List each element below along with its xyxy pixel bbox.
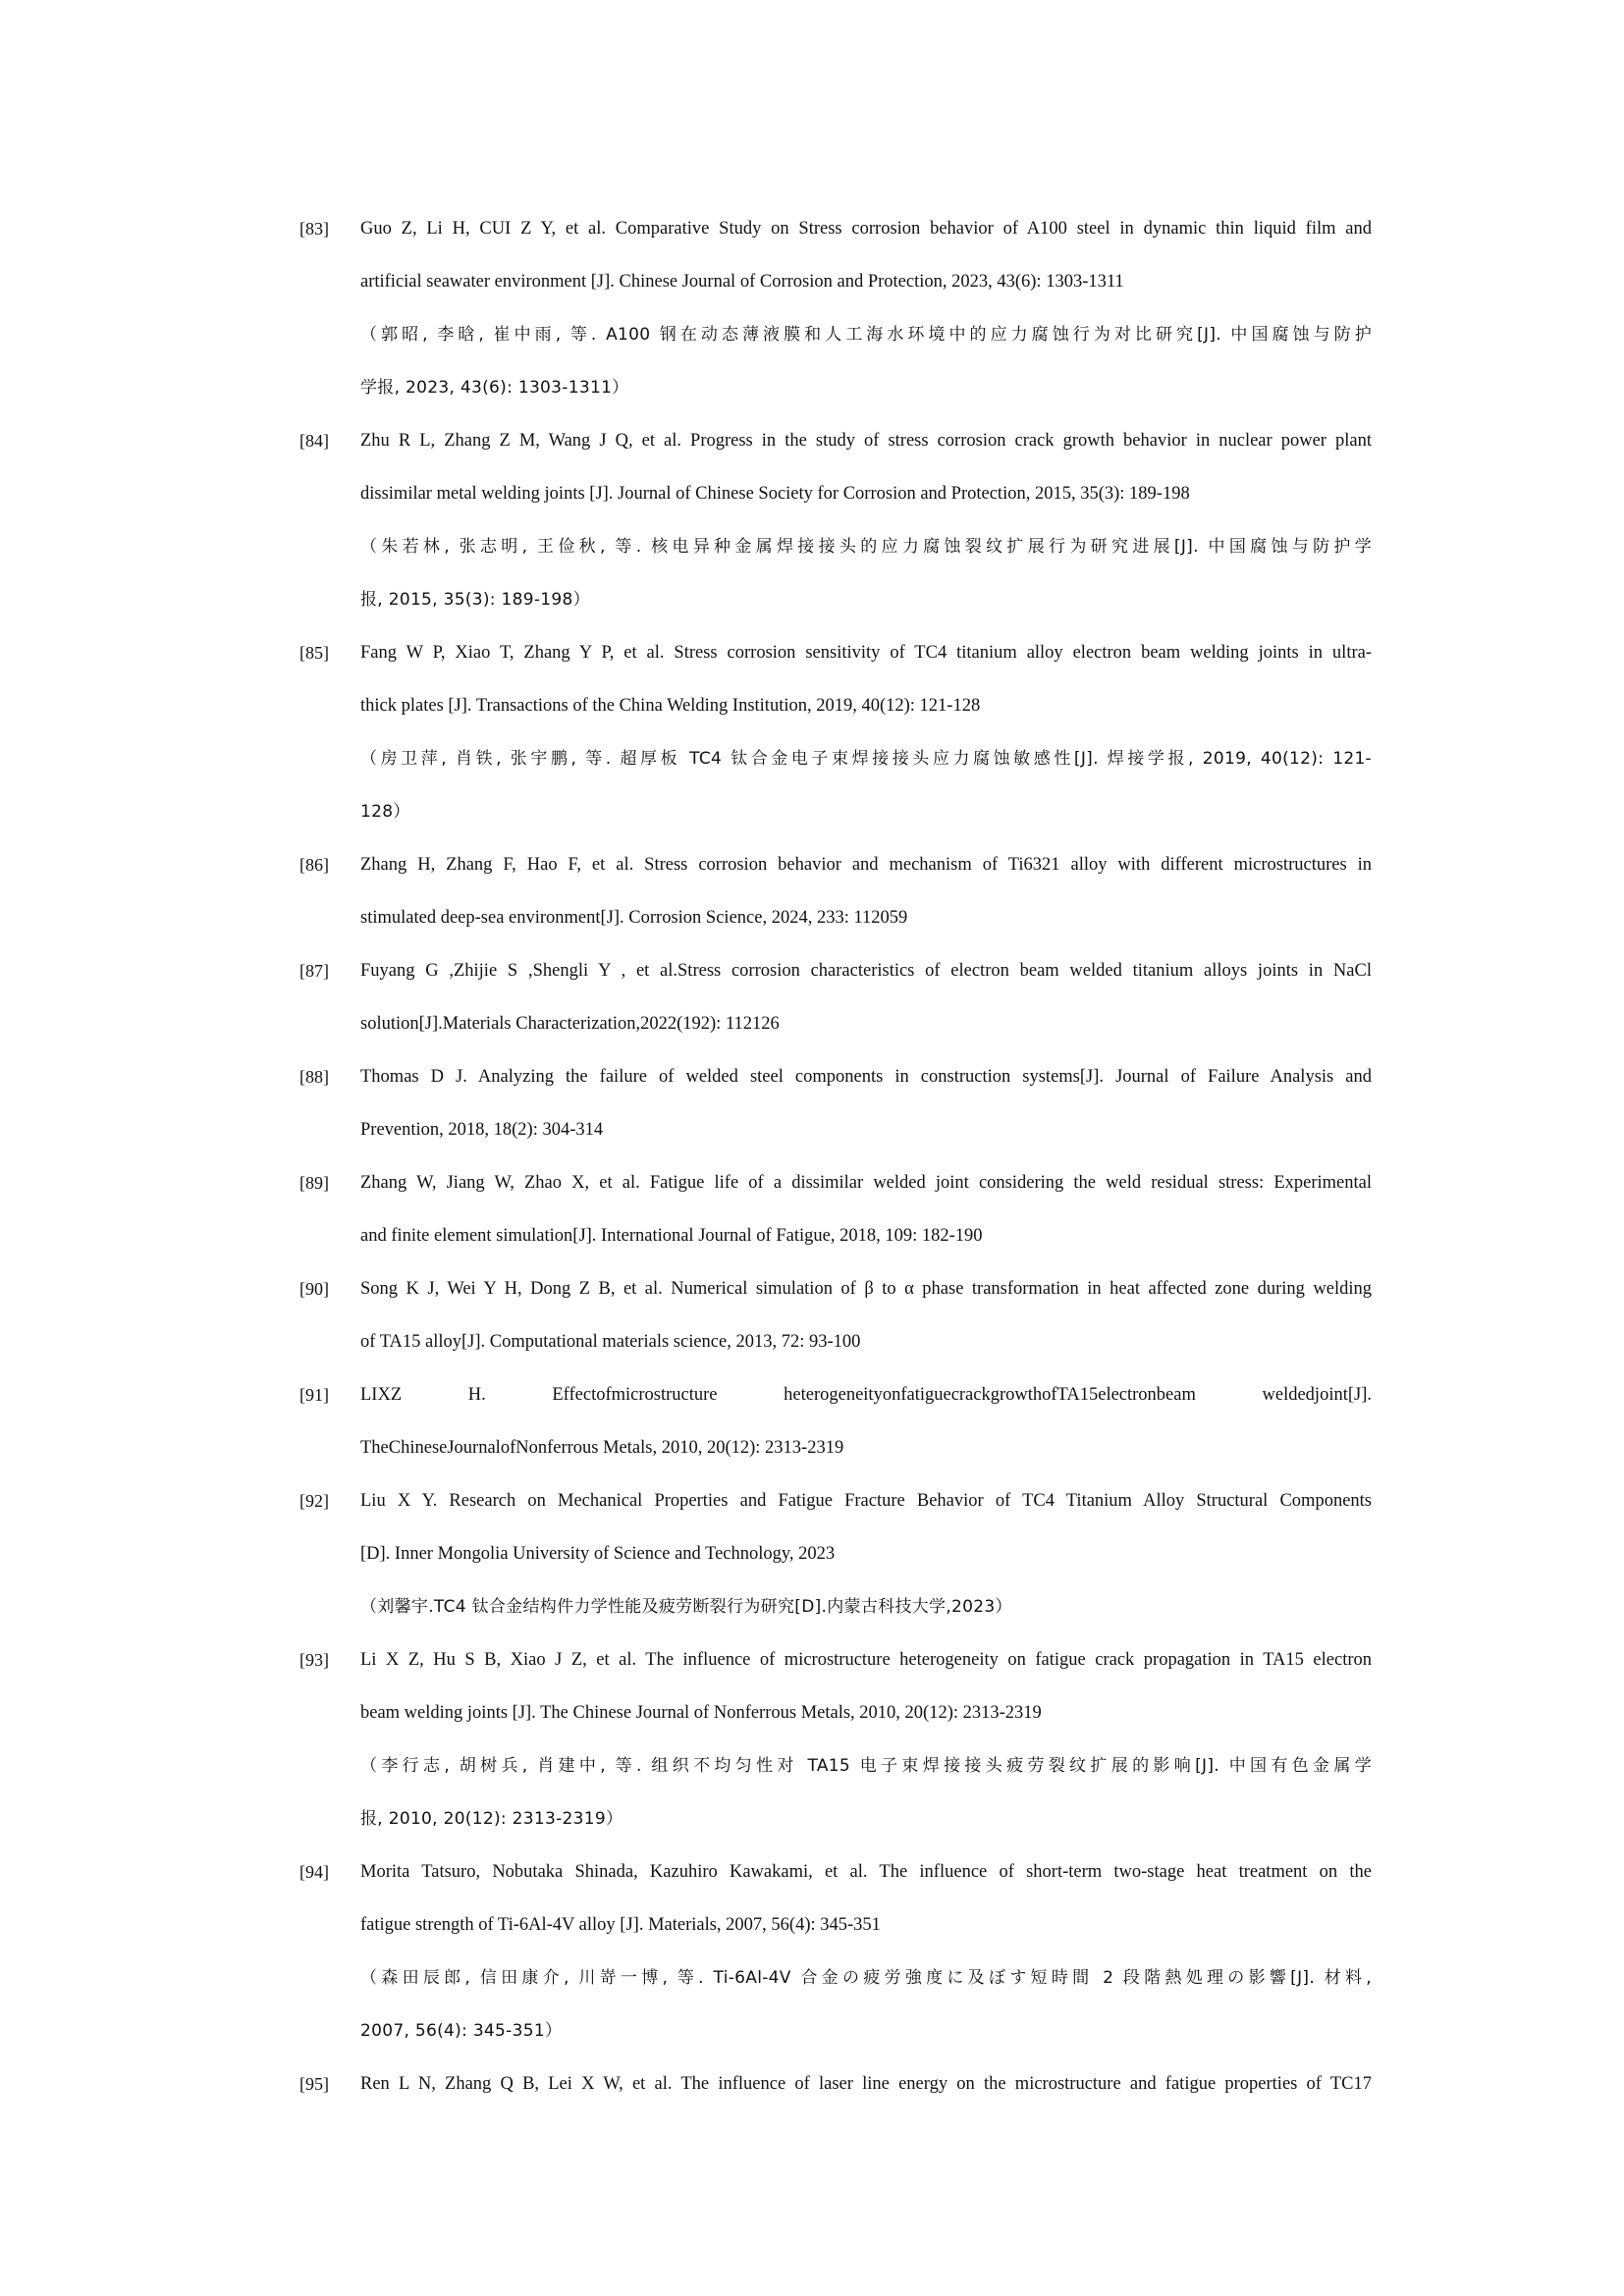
reference-number: [88] <box>299 1067 329 1087</box>
reference-number: [86] <box>299 855 329 875</box>
reference-line-translation: （森田辰郎, 信田康介, 川嵜一博, 等. Ti-6Al-4V 合金の疲労強度に及ぼす短時間 2 段階熱処理の影響[J]. 材料, <box>360 1968 1372 1988</box>
reference-line-translation: 学报, 2023, 43(6): 1303-1311） <box>360 378 629 398</box>
reference-line: Fang W P, Xiao T, Zhang Y P, et al. Stress corrosion sensitivity of TC4 titanium alloy electron beam welding joints in ultra- <box>360 643 1372 663</box>
reference-line: Zhang W, Jiang W, Zhao X, et al. Fatigue life of a dissimilar welded joint considering the weld residual stress: Experimental <box>360 1173 1372 1193</box>
reference-line: of TA15 alloy[J]. Computational materials science, 2013, 72: 93-100 <box>360 1332 861 1352</box>
reference-91 <box>299 1368 1372 1474</box>
reference-line: Ren L N, Zhang Q B, Lei X W, et al. The influence of laser line energy on the microstructure and fatigue properties of TC17 <box>360 2074 1372 2094</box>
reference-90 <box>299 1262 1372 1368</box>
reference-93 <box>299 1633 1372 1845</box>
reference-number: [89] <box>299 1173 329 1193</box>
reference-line: Zhu R L, Zhang Z M, Wang J Q, et al. Progress in the study of stress corrosion crack growth behavior in nuclear power plant <box>360 431 1372 451</box>
reference-number: [93] <box>299 1650 329 1670</box>
reference-line: stimulated deep-sea environment[J]. Corrosion Science, 2024, 233: 112059 <box>360 908 908 928</box>
reference-number: [83] <box>299 219 329 239</box>
reference-line: [D]. Inner Mongolia University of Science and Technology, 2023 <box>360 1544 836 1564</box>
reference-number: [92] <box>299 1491 329 1511</box>
reference-88 <box>299 1050 1372 1156</box>
reference-line-translation: （郭昭, 李晗, 崔中雨, 等. A100 钢在动态薄液膜和人工海水环境中的应力腐蚀行为对比研究[J]. 中国腐蚀与防护 <box>360 325 1372 345</box>
reference-92 <box>299 1474 1372 1633</box>
reference-line-translation: 报, 2015, 35(3): 189-198） <box>360 590 590 610</box>
reference-84 <box>299 414 1372 626</box>
reference-line: Liu X Y. Research on Mechanical Properties and Fatigue Fracture Behavior of TC4 Titanium Alloy Structural Components <box>360 1491 1372 1511</box>
reference-line: LIXZ H. Effectofmicrostructure heterogeneityonfatiguecrackgrowthofTA15electronbeam weldedjoint[J]. <box>360 1385 1372 1405</box>
reference-line: Guo Z, Li H, CUI Z Y, et al. Comparative Study on Stress corrosion behavior of A100 steel in dynamic thin liquid film and <box>360 219 1372 239</box>
reference-94 <box>299 1845 1372 2057</box>
reference-line-translation: （李行志, 胡树兵, 肖建中, 等. 组织不均匀性对 TA15 电子束焊接接头疲劳裂纹扩展的影响[J]. 中国有色金属学 <box>360 1756 1372 1776</box>
reference-line: thick plates [J]. Transactions of the China Welding Institution, 2019, 40(12): 121-128 <box>360 696 981 716</box>
reference-number: [85] <box>299 643 329 663</box>
reference-line: and finite element simulation[J]. International Journal of Fatigue, 2018, 109: 182-190 <box>360 1226 983 1246</box>
reference-line: Li X Z, Hu S B, Xiao J Z, et al. The influence of microstructure heterogeneity on fatigue crack propagation in TA15 electron <box>360 1650 1372 1670</box>
reference-line: solution[J].Materials Characterization,2022(192): 112126 <box>360 1014 780 1034</box>
reference-line: dissimilar metal welding joints [J]. Journal of Chinese Society for Corrosion and Protection, 2015, 35(3): 189-198 <box>360 484 1190 504</box>
reference-number: [95] <box>299 2074 329 2094</box>
reference-87 <box>299 944 1372 1050</box>
reference-line: artificial seawater environment [J]. Chinese Journal of Corrosion and Protection, 2023, 43(6): 1303-1311 <box>360 272 1124 292</box>
reference-number: [90] <box>299 1279 329 1299</box>
reference-list <box>299 202 1372 2110</box>
reference-86 <box>299 838 1372 944</box>
reference-line-translation: （房卫萍, 肖铁, 张宇鹏, 等. 超厚板 TC4 钛合金电子束焊接接头应力腐蚀敏感性[J]. 焊接学报, 2019, 40(12): 121- <box>360 749 1372 769</box>
reference-line: Thomas D J. Analyzing the failure of welded steel components in construction systems[J]. Journal of Failure Analysis and <box>360 1067 1372 1087</box>
reference-line: Morita Tatsuro, Nobutaka Shinada, Kazuhiro Kawakami, et al. The influence of short-term two-stage heat treatment on the <box>360 1862 1372 1882</box>
reference-line-translation: 报, 2010, 20(12): 2313-2319） <box>360 1809 623 1829</box>
reference-number: [91] <box>299 1385 329 1405</box>
reference-line: fatigue strength of Ti-6Al-4V alloy [J]. Materials, 2007, 56(4): 345-351 <box>360 1915 881 1935</box>
reference-line: Song K J, Wei Y H, Dong Z B, et al. Numerical simulation of β to α phase transformation in heat affected zone during welding <box>360 1279 1372 1299</box>
reference-line-translation: 2007, 56(4): 345-351） <box>360 2021 563 2041</box>
reference-line-translation: （朱若林, 张志明, 王俭秋, 等. 核电异种金属焊接接头的应力腐蚀裂纹扩展行为研究进展[J]. 中国腐蚀与防护学 <box>360 537 1372 557</box>
reference-number: [87] <box>299 961 329 981</box>
reference-number: [84] <box>299 431 329 451</box>
reference-89 <box>299 1156 1372 1262</box>
reference-83 <box>299 202 1372 414</box>
reference-number: [94] <box>299 1862 329 1882</box>
reference-line-translation: 128） <box>360 802 410 822</box>
reference-line: TheChineseJournalofNonferrous Metals, 2010, 20(12): 2313-2319 <box>360 1438 844 1458</box>
reference-95 <box>299 2057 1372 2110</box>
reference-line: Fuyang G ,Zhijie S ,Shengli Y , et al.Stress corrosion characteristics of electron beam welded titanium alloys joints in NaCl <box>360 961 1372 981</box>
reference-line: beam welding joints [J]. The Chinese Journal of Nonferrous Metals, 2010, 20(12): 2313-2319 <box>360 1703 1042 1723</box>
reference-line: Prevention, 2018, 18(2): 304-314 <box>360 1120 604 1140</box>
reference-line: Zhang H, Zhang F, Hao F, et al. Stress corrosion behavior and mechanism of Ti6321 alloy with different microstructures in <box>360 855 1372 875</box>
reference-line-translation: （刘馨宇.TC4 钛合金结构件力学性能及疲劳断裂行为研究[D].内蒙古科技大学,2023） <box>360 1597 1012 1617</box>
reference-85 <box>299 626 1372 838</box>
